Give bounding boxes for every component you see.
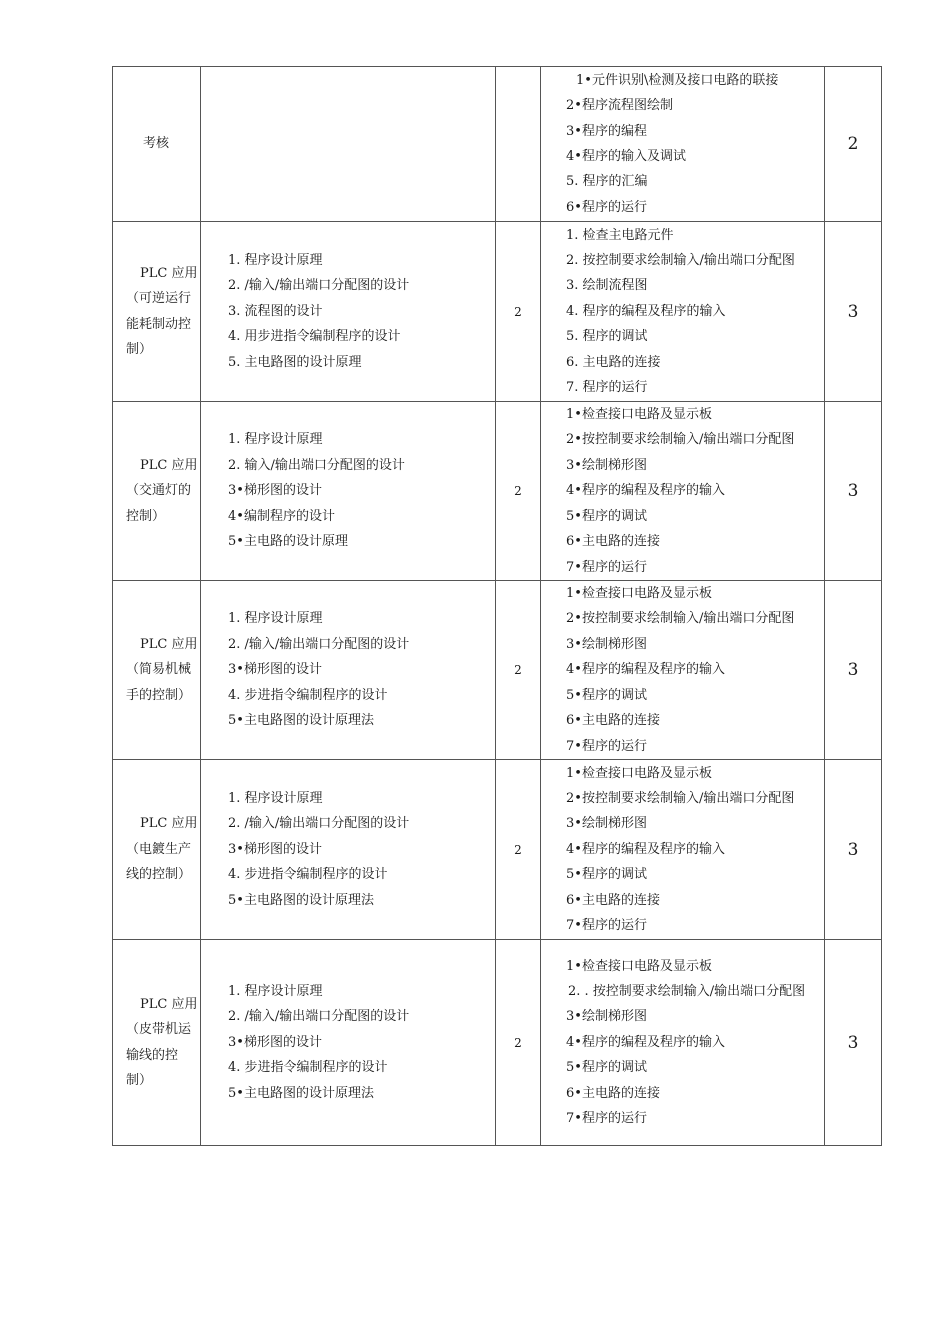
topic-line: 线的控制）	[126, 867, 192, 883]
practice-item: 2. 按控制要求绘制输入/输出端口分配图	[566, 252, 795, 268]
theory-item: 3•梯形图的设计	[228, 1034, 322, 1050]
practice-item: 4•程序的编程及程序的输入	[566, 1034, 725, 1050]
practice-item: 7. 程序的运行	[566, 380, 648, 396]
topic-cell	[113, 760, 201, 940]
practice-item: 4. 程序的编程及程序的输入	[566, 303, 726, 319]
practice-item: 3•绘制梯形图	[566, 457, 647, 473]
practice-item: 5•程序的调试	[566, 508, 647, 524]
practice-item: 3•程序的编程	[566, 123, 647, 139]
score-cell: 3	[825, 402, 882, 581]
practice-item: 5•程序的调试	[566, 687, 647, 703]
theory-item: 5•主电路图的设计原理法	[228, 892, 374, 908]
table-row	[113, 940, 882, 1146]
table-row	[113, 67, 882, 222]
topic-line: （交通灯的	[126, 483, 192, 499]
table-body	[113, 67, 882, 1146]
score-cell: 3	[825, 760, 882, 940]
theory-item: 3•梯形图的设计	[228, 483, 322, 499]
practice-cell	[541, 402, 825, 581]
theory-item: 4. 步进指令编制程序的设计	[228, 867, 388, 883]
topic-cell	[113, 581, 201, 760]
theory-item: 5•主电路图的设计原理法	[228, 713, 374, 729]
practice-cell	[541, 760, 825, 940]
practice-item: 4•程序的编程及程序的输入	[566, 483, 725, 499]
topic-line: 制）	[126, 342, 153, 357]
practice-item: 7•程序的运行	[566, 1111, 647, 1127]
practice-item: 5. 程序的调试	[566, 329, 648, 345]
theory-item: 2. /输入/输出端口分配图的设计	[228, 636, 410, 652]
topic-line: PLC 应用	[140, 816, 198, 832]
theory-item: 4. 步进指令编制程序的设计	[228, 1060, 388, 1076]
hours-cell	[496, 67, 541, 222]
practice-item: 6•主电路的连接	[566, 713, 660, 729]
theory-cell	[201, 402, 496, 581]
theory-item: 1. 程序设计原理	[228, 252, 323, 268]
theory-item: 2. 输入/输出端口分配图的设计	[228, 457, 405, 473]
practice-item: 6•主电路的连接	[566, 1085, 660, 1101]
practice-item: 1•元件识别\检测及接口电路的联接	[576, 72, 779, 88]
theory-cell	[201, 222, 496, 402]
theory-item: 1. 程序设计原理	[228, 432, 323, 448]
practice-item: 7•程序的运行	[566, 738, 647, 754]
topic-line: PLC 应用	[140, 457, 198, 473]
practice-item: 2•按控制要求绘制输入/输出端口分配图	[566, 790, 795, 806]
theory-item: 3•梯形图的设计	[228, 662, 322, 678]
table-row	[113, 222, 882, 402]
topic-line: PLC 应用	[140, 265, 198, 281]
practice-item: 6•主电路的连接	[566, 892, 660, 908]
topic-line: 制）	[126, 1073, 153, 1088]
practice-item: 6•主电路的连接	[566, 534, 660, 550]
score-cell: 2	[825, 67, 882, 222]
practice-item: 5. 程序的汇编	[566, 174, 648, 190]
score-cell: 3	[825, 940, 882, 1146]
table-row	[113, 581, 882, 760]
practice-item: 6•程序的运行	[566, 199, 647, 215]
topic-cell	[113, 402, 201, 581]
practice-item: 3•绘制梯形图	[566, 636, 647, 652]
theory-item: 2. /输入/输出端口分配图的设计	[228, 1009, 410, 1025]
practice-item: 2. . 按控制要求绘制输入/输出端口分配图	[568, 983, 806, 999]
theory-item: 5•主电路的设计原理	[228, 534, 348, 550]
practice-item: 3•绘制梯形图	[566, 1009, 647, 1025]
practice-item: 7•程序的运行	[566, 559, 647, 575]
theory-item: 3•梯形图的设计	[228, 841, 322, 857]
practice-cell	[541, 67, 825, 222]
hours-cell: 2	[496, 760, 541, 940]
hours-cell: 2	[496, 581, 541, 760]
practice-item: 2•程序流程图绘制	[566, 98, 673, 114]
topic-cell	[113, 940, 201, 1146]
hours-cell: 2	[496, 940, 541, 1146]
theory-item: 1. 程序设计原理	[228, 983, 323, 999]
theory-item: 1. 程序设计原理	[228, 611, 323, 627]
theory-item: 3. 流程图的设计	[228, 303, 323, 319]
practice-item: 2•按控制要求绘制输入/输出端口分配图	[566, 432, 795, 448]
theory-cell	[201, 581, 496, 760]
practice-item: 1•检查接口电路及显示板	[566, 407, 712, 423]
table-row	[113, 760, 882, 940]
practice-item: 5•程序的调试	[566, 867, 647, 883]
topic-line: 手的控制）	[126, 687, 192, 703]
practice-item: 1•检查接口电路及显示板	[566, 765, 712, 781]
theory-item: 5. 主电路图的设计原理	[228, 354, 362, 370]
practice-item: 2•按控制要求绘制输入/输出端口分配图	[566, 611, 795, 627]
hours-cell: 2	[496, 402, 541, 581]
theory-item: 4•编制程序的设计	[228, 508, 335, 524]
theory-cell	[201, 940, 496, 1146]
theory-item: 4. 步进指令编制程序的设计	[228, 687, 388, 703]
topic-line: （可逆运行	[126, 291, 192, 306]
topic-line: PLC 应用	[140, 636, 198, 652]
topic-line: 控制）	[126, 508, 166, 524]
practice-item: 3. 绘制流程图	[566, 278, 648, 294]
practice-item: 5•程序的调试	[566, 1060, 647, 1076]
course-table	[112, 66, 882, 1146]
topic-line: （皮带机运	[126, 1022, 192, 1037]
topic-cell	[113, 222, 201, 402]
practice-item: 1•检查接口电路及显示板	[566, 958, 712, 974]
table-row	[113, 402, 882, 581]
theory-item: 1. 程序设计原理	[228, 790, 323, 806]
theory-item: 2. /输入/输出端口分配图的设计	[228, 816, 410, 832]
theory-cell	[201, 67, 496, 222]
score-cell: 3	[825, 581, 882, 760]
theory-item: 4. 用步进指令编制程序的设计	[228, 329, 401, 345]
practice-item: 6. 主电路的连接	[566, 354, 661, 370]
theory-cell	[201, 760, 496, 940]
topic-line: （简易机械	[126, 662, 192, 678]
practice-item: 1•检查接口电路及显示板	[566, 586, 712, 602]
practice-item: 4•程序的输入及调试	[566, 149, 686, 164]
topic-line: PLC 应用	[140, 996, 198, 1012]
practice-item: 1. 检查主电路元件	[566, 227, 674, 243]
hours-cell: 2	[496, 222, 541, 402]
practice-item: 3•绘制梯形图	[566, 816, 647, 832]
score-cell: 3	[825, 222, 882, 402]
topic-line: 输线的控	[126, 1047, 179, 1063]
topic-cell	[113, 67, 201, 222]
practice-item: 7•程序的运行	[566, 918, 647, 934]
practice-cell	[541, 222, 825, 402]
topic-line: 能耗制动控	[126, 316, 192, 332]
practice-item: 4•程序的编程及程序的输入	[566, 662, 725, 678]
practice-cell	[541, 940, 825, 1146]
theory-item: 2. /输入/输出端口分配图的设计	[228, 278, 410, 294]
theory-item: 5•主电路图的设计原理法	[228, 1085, 374, 1101]
topic-line: 考核	[143, 136, 170, 152]
practice-cell	[541, 581, 825, 760]
practice-item: 4•程序的编程及程序的输入	[566, 841, 725, 857]
topic-line: （电鍍生产	[126, 841, 192, 857]
